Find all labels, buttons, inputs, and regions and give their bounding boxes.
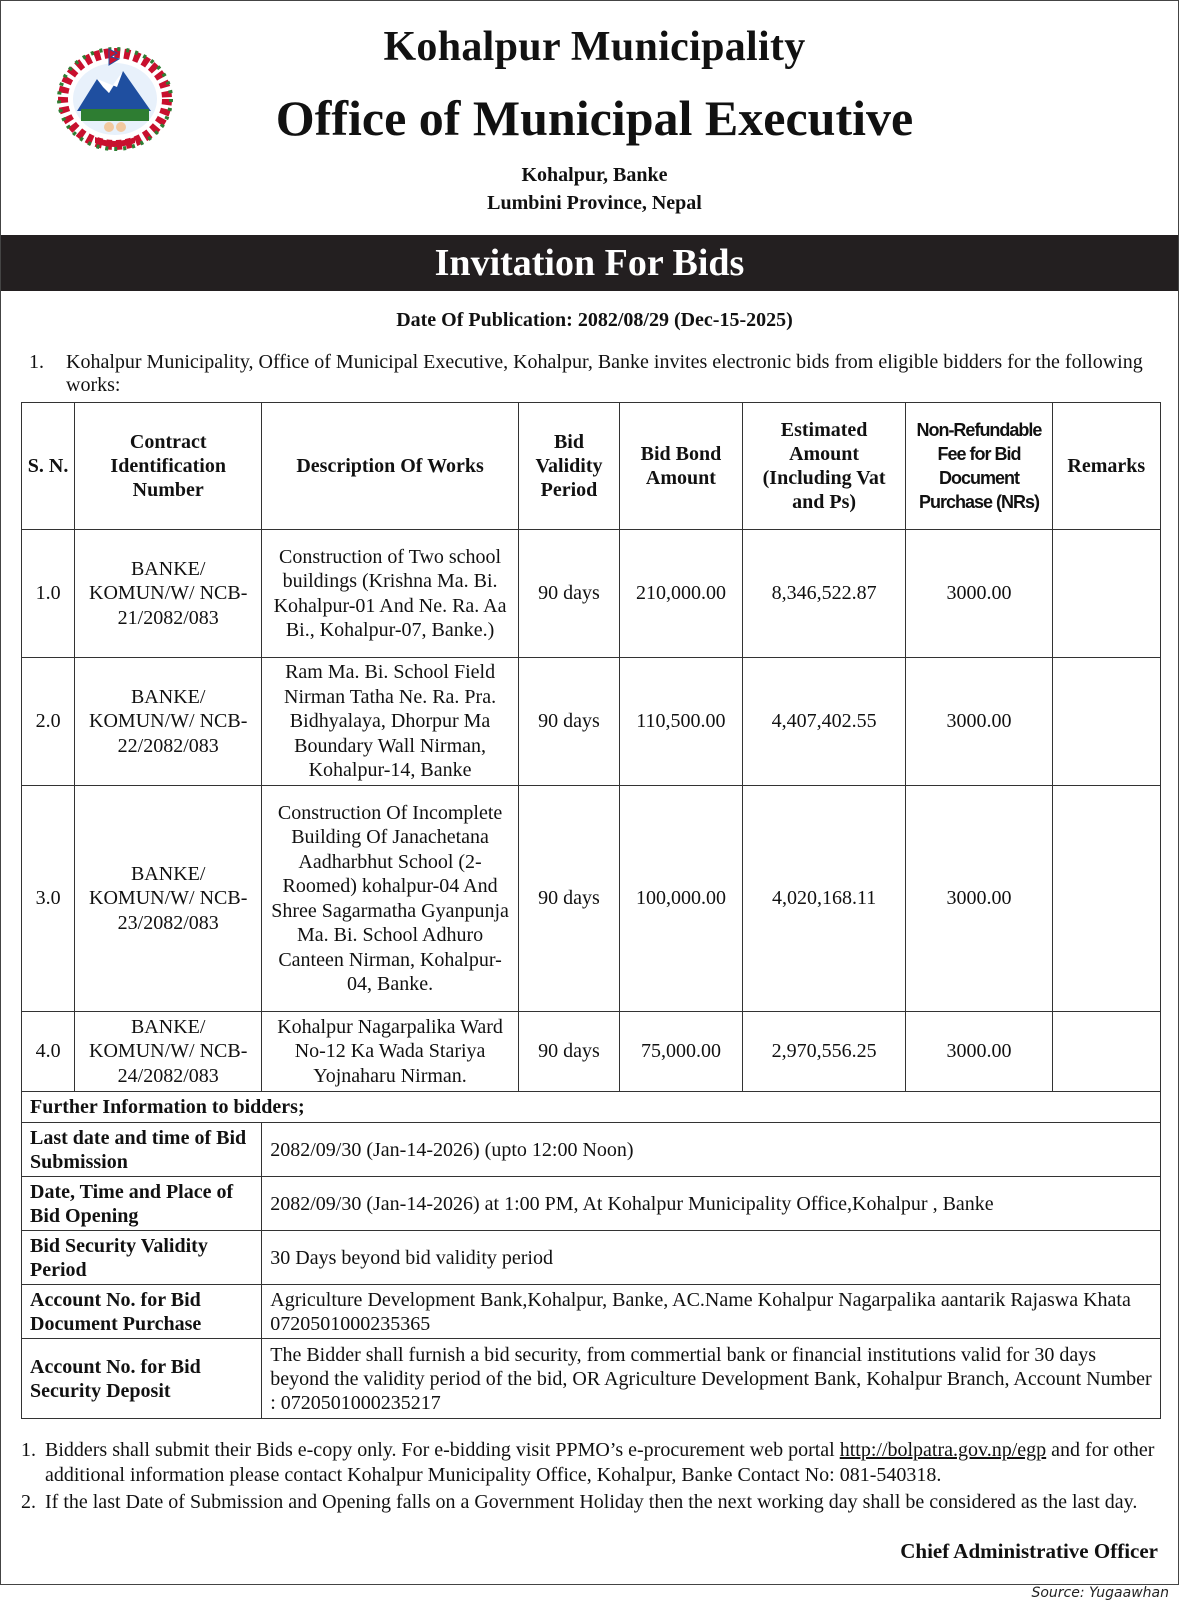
further-info-value: Agriculture Development Bank,Kohalpur, Banke, AC.Name Kohalpur Nagarpalika aantarik Rajaswa Khata 0720501000235365 [262,1285,1161,1339]
row-remarks [1052,1012,1160,1092]
row-validity: 90 days [518,530,619,658]
row-estimated: 2,970,556.25 [742,1012,906,1092]
further-info-row [22,1123,1161,1177]
row-sn: 3.0 [22,786,75,1012]
header-description: Description Of Works [262,403,519,530]
row-validity: 90 days [518,658,619,786]
row-estimated: 8,346,522.87 [742,530,906,658]
row-bond: 75,000.00 [620,1012,743,1092]
further-info-label: Account No. for Bid Security Deposit [22,1339,262,1419]
intro-text: Kohalpur Municipality, Office of Municipal Executive, Kohalpur, Banke invites electronic bids from eligible bidders for the following works: [66,351,1143,396]
note-2-text: If the last Date of Submission and Opening falls on a Government Holiday then the next working day shall be considered as the last day. [45,1491,1138,1513]
row-description: Ram Ma. Bi. School Field Nirman Tatha Ne. Ra. Pra. Bidhyalaya, Dhorpur Ma Boundary Wall Nirman, Kohalpur-14, Banke [262,658,519,786]
source-credit: Source: Yugaawhan [1031,1585,1169,1601]
invitation-banner: Invitation For Bids [1,235,1178,291]
address-line-1: Kohalpur, Banke [521,164,668,186]
notice-header [1,1,1178,233]
egp-portal-link[interactable]: http://bolpatra.gov.np/egp [839,1439,1047,1461]
header-remarks: Remarks [1052,403,1160,530]
note-1 [21,1438,1161,1487]
further-info-title: Further Information to bidders; [22,1092,1161,1123]
row-bond: 100,000.00 [620,786,743,1012]
row-contract: BANKE/ KOMUN/W/ NCB-21/2082/083 [75,530,262,658]
signer-title: Chief Administrative Officer [900,1539,1158,1563]
table-row [22,658,1161,786]
table-row [22,530,1161,658]
note-1-text-start: Bidders shall submit their Bids e-copy only. For e-bidding visit PPMO’s e-procurement web portal [45,1439,840,1461]
row-contract: BANKE/ KOMUN/W/ NCB-22/2082/083 [75,658,262,786]
row-fee: 3000.00 [906,1012,1052,1092]
header-validity: Bid Validity Period [518,403,619,530]
row-validity: 90 days [518,1012,619,1092]
row-bond: 110,500.00 [620,658,743,786]
bids-table [21,402,1161,1419]
note-number: 1. [21,1439,36,1461]
further-info-row [22,1285,1161,1339]
header-contract: Contract Identification Number [75,403,262,530]
intro-number: 1. [29,351,44,373]
further-info-title-row [22,1092,1161,1123]
row-fee: 3000.00 [906,786,1052,1012]
further-info-value: 2082/09/30 (Jan-14-2026) at 1:00 PM, At Kohalpur Municipality Office,Kohalpur , Banke [262,1177,1161,1231]
note-2 [21,1490,1161,1515]
municipality-title: Kohalpur Municipality [383,24,806,70]
row-sn: 2.0 [22,658,75,786]
further-info-value: 2082/09/30 (Jan-14-2026) (upto 12:00 Noon) [262,1123,1161,1177]
row-description: Construction Of Incomplete Building Of Janachetana Aadharbhut School (2-Roomed) kohalpur-04 And Shree Sagarmatha Gyanpunja Ma. Bi. School Adhuro Canteen Nirman, Kohalpur-04, Banke. [262,786,519,1012]
publication-date: Date Of Publication: 2082/08/29 (Dec-15-2025) [396,309,793,331]
note-number: 2. [21,1491,36,1513]
row-contract: BANKE/ KOMUN/W/ NCB-24/2082/083 [75,1012,262,1092]
further-info-row [22,1177,1161,1231]
further-info-row [22,1231,1161,1285]
further-info-row [22,1339,1161,1419]
table-row [22,1012,1161,1092]
further-info-label: Date, Time and Place of Bid Opening [22,1177,262,1231]
further-info-label: Bid Security Validity Period [22,1231,262,1285]
intro-paragraph [29,351,1159,397]
header-estimated: Estimated Amount (Including Vat and Ps) [742,403,906,530]
row-estimated: 4,020,168.11 [742,786,906,1012]
row-description: Construction of Two school buildings (Krishna Ma. Bi. Kohalpur-01 And Ne. Ra. Aa Bi., Kohalpur-07, Banke.) [262,530,519,658]
row-sn: 1.0 [22,530,75,658]
row-contract: BANKE/ KOMUN/W/ NCB-23/2082/083 [75,786,262,1012]
further-info-value: 30 Days beyond bid validity period [262,1231,1161,1285]
row-remarks [1052,658,1160,786]
row-bond: 210,000.00 [620,530,743,658]
header-sn: S. N. [22,403,75,530]
row-description: Kohalpur Nagarpalika Ward No-12 Ka Wada Stariya Yojnaharu Nirman. [262,1012,519,1092]
row-validity: 90 days [518,786,619,1012]
address-line-2: Lumbini Province, Nepal [487,192,702,214]
row-remarks [1052,786,1160,1012]
further-info-label: Last date and time of Bid Submission [22,1123,262,1177]
row-estimated: 4,407,402.55 [742,658,906,786]
row-fee: 3000.00 [906,658,1052,786]
further-info-label: Account No. for Bid Document Purchase [22,1285,262,1339]
header-fee: Non-Refundable Fee for Bid Document Purchase (NRs) [906,403,1052,530]
row-sn: 4.0 [22,1012,75,1092]
table-header-row [22,403,1161,530]
notes-section [21,1438,1161,1518]
row-fee: 3000.00 [906,530,1052,658]
further-info-value: The Bidder shall furnish a bid security, from commertial bank or financial institutions valid for 30 days beyond the validity period of the bid, OR Agriculture Development Bank, Kohalpur Branch, Account Number : 0720501000235217 [262,1339,1161,1419]
note-1-text-end: and for other additional information please contact Kohalpur Municipality Office, Kohalpur, Banke Contact No: 081-540318. [45,1439,1155,1486]
row-remarks [1052,530,1160,658]
header-bond: Bid Bond Amount [620,403,743,530]
office-title: Office of Municipal Executive [275,90,914,146]
table-row [22,786,1161,1012]
